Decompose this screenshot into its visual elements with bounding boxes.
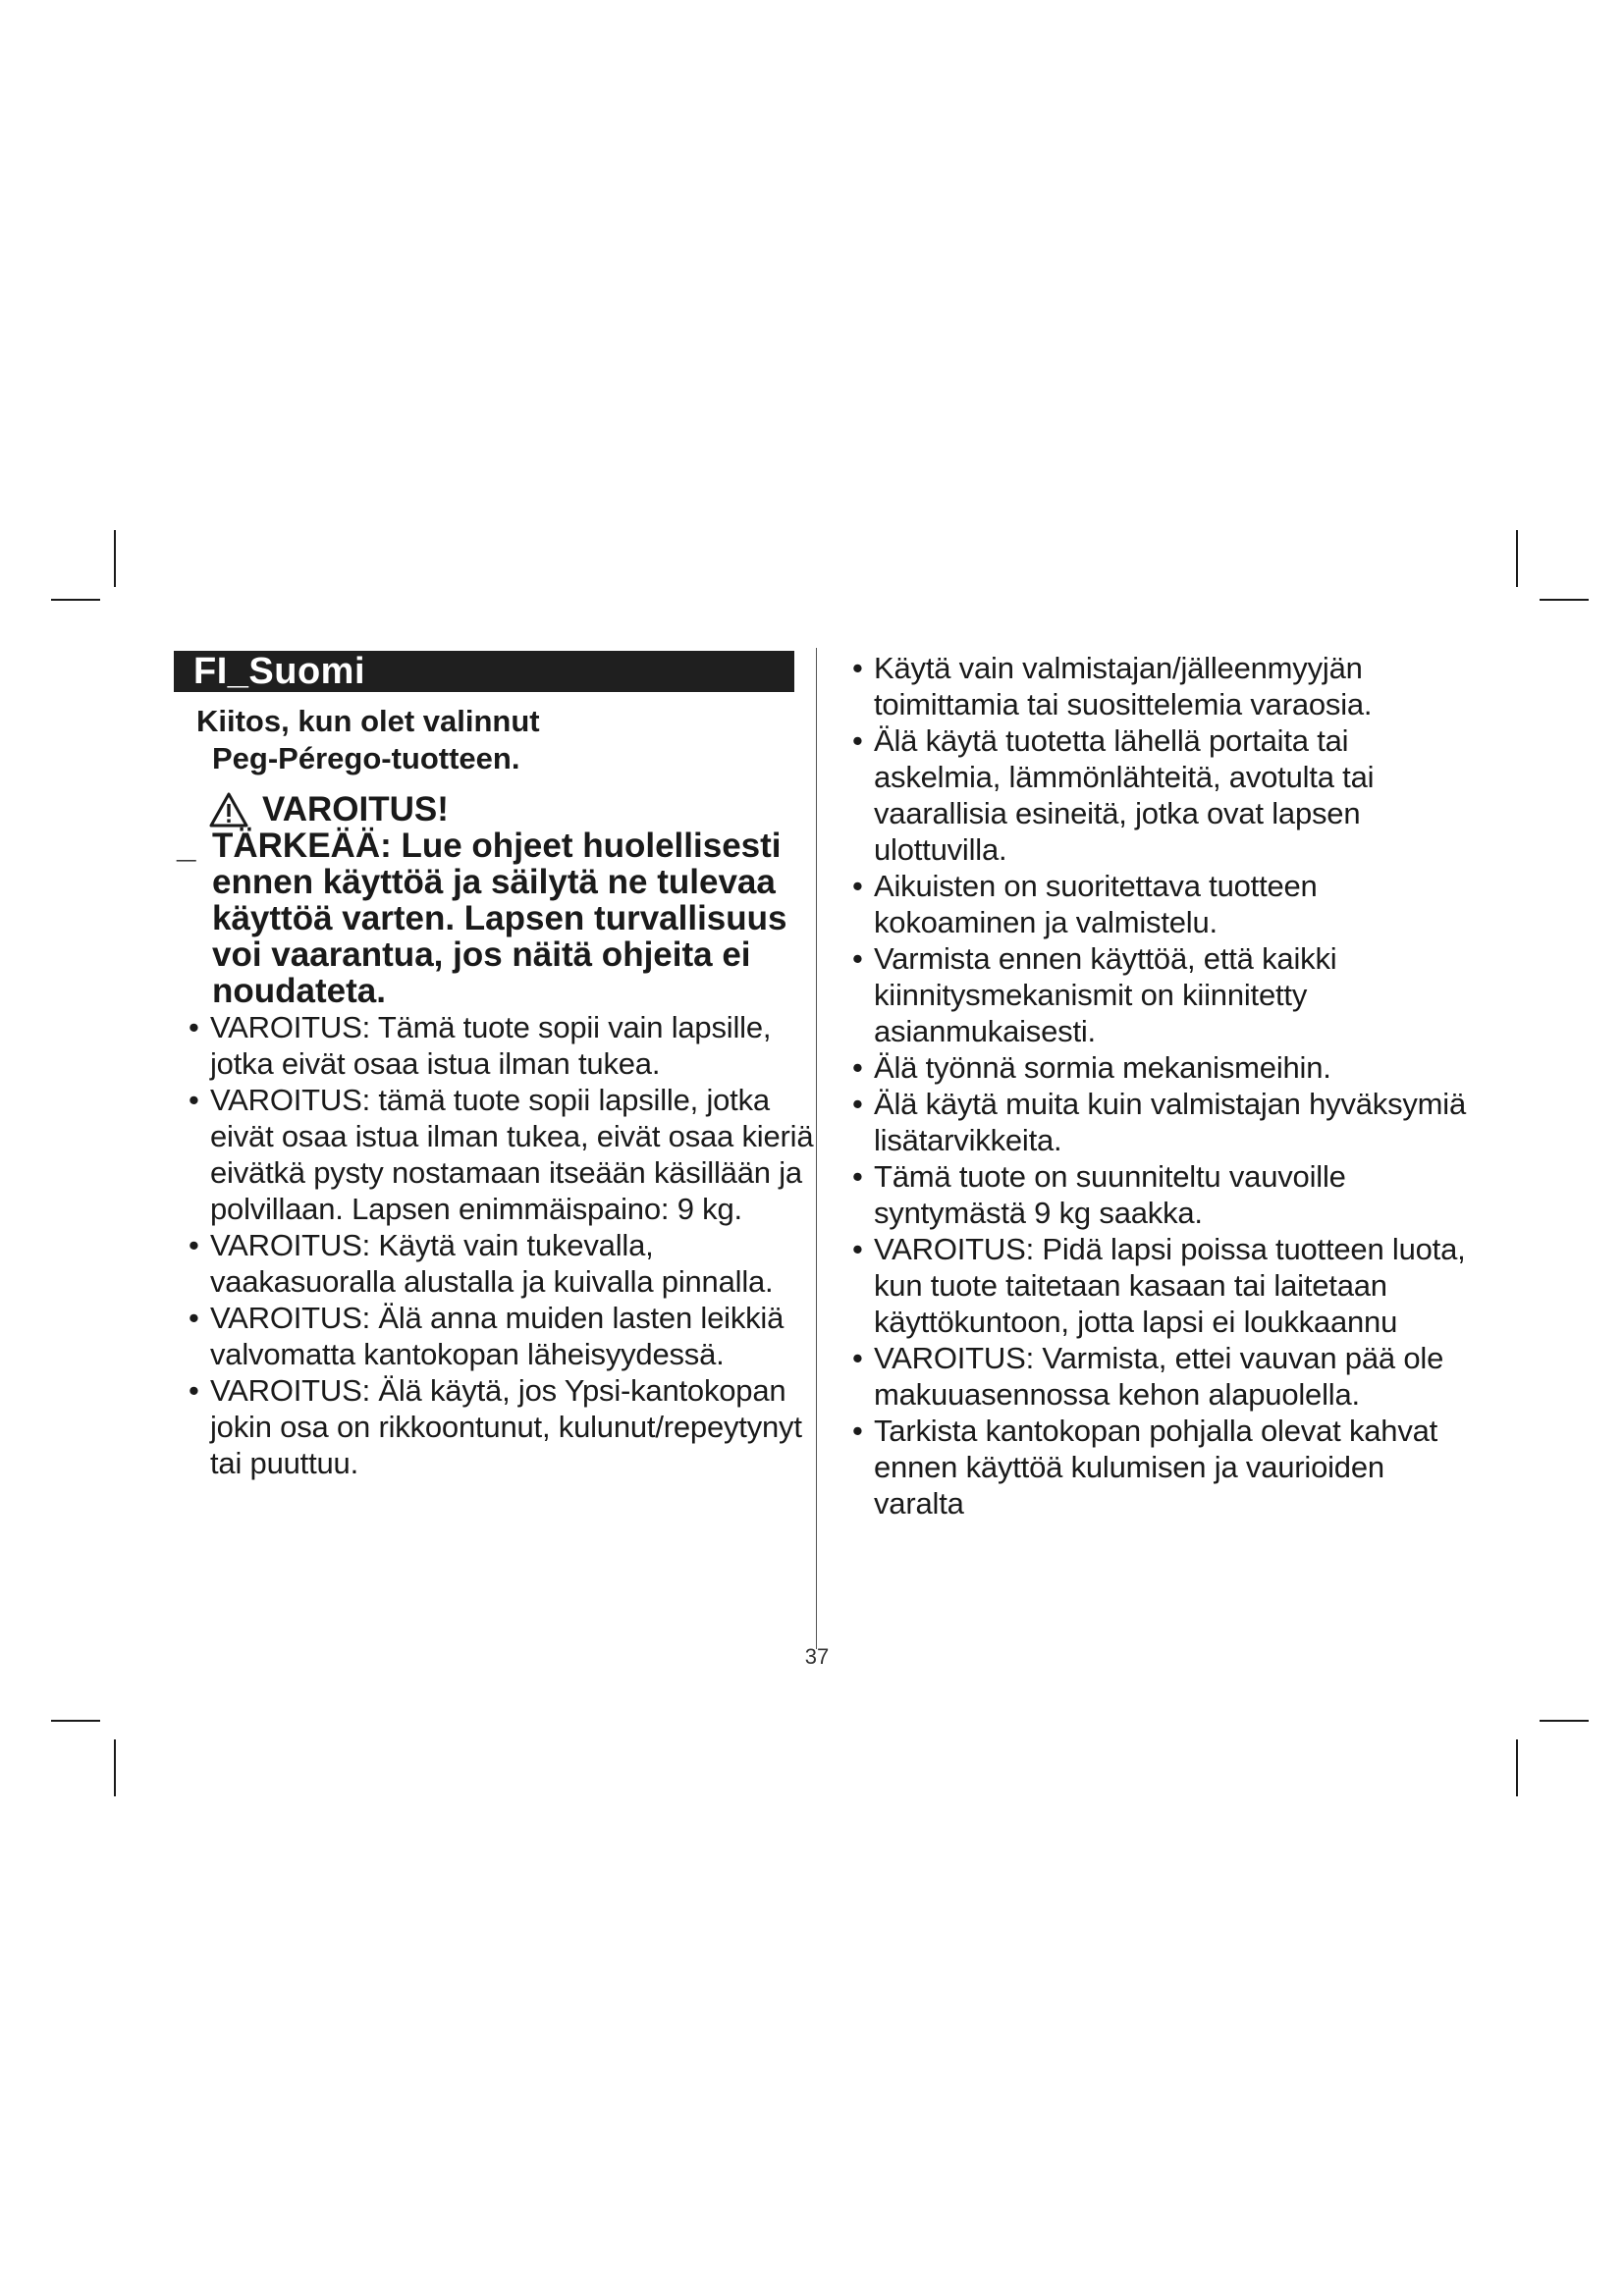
crop-mark-bottom-right-vertical xyxy=(1516,1739,1518,1796)
list-item-text: Tämä tuote on suunniteltu vauvoille syntymästä 9 kg saakka. xyxy=(874,1159,1346,1230)
list-item xyxy=(850,1086,1479,1158)
list-item-text: Älä työnnä sormia mekanismeihin. xyxy=(874,1050,1331,1085)
bullet: • xyxy=(189,1228,199,1262)
important-dash: _ xyxy=(177,827,196,865)
list-item xyxy=(187,1300,815,1372)
list-item-text: VAROITUS: Tämä tuote sopii vain lapsille, jotka eivät osaa istua ilman tukea. xyxy=(210,1010,772,1081)
list-item xyxy=(850,940,1479,1049)
important-text: TÄRKEÄÄ: Lue ohjeet huolellisesti ennen käyttöä ja säilytä ne tulevaa käyttöä varten. Lapsen turvallisuus voi vaarantua, jos näitä ohjeita ei noudateta. xyxy=(212,827,787,1010)
list-item xyxy=(850,1231,1479,1340)
warning-heading-text: VAROITUS! xyxy=(262,790,449,828)
list-item-text: VAROITUS: Älä käytä, jos Ypsi-kantokopan jokin osa on rikkoontunut, kulunut/repeytynyt tai puuttuu. xyxy=(210,1373,802,1480)
bullet: • xyxy=(852,1414,863,1448)
thanks-line-2: Peg-Pérego-tuotteen. xyxy=(212,741,520,775)
bullet: • xyxy=(852,651,863,685)
warning-triangle-icon xyxy=(209,792,248,828)
right-warning-list xyxy=(850,650,1479,1522)
bullet: • xyxy=(852,1232,863,1266)
bullet: • xyxy=(852,723,863,758)
list-item xyxy=(187,1009,815,1082)
bullet: • xyxy=(189,1083,199,1117)
list-item xyxy=(187,1372,815,1481)
thanks-line-1: Kiitos, kun olet valinnut xyxy=(196,704,540,738)
bullet: • xyxy=(189,1010,199,1044)
list-item xyxy=(850,1340,1479,1413)
list-item xyxy=(850,868,1479,940)
crop-mark-top-right-vertical xyxy=(1516,530,1518,587)
warning-heading xyxy=(209,790,449,829)
crop-mark-bottom-left-horizontal xyxy=(51,1720,100,1722)
bullet: • xyxy=(189,1301,199,1335)
list-item-text: Tarkista kantokopan pohjalla olevat kahvat ennen käyttöä kulumisen ja vaurioiden varalta xyxy=(874,1414,1438,1521)
list-item-text: VAROITUS: Pidä lapsi poissa tuotteen luota, kun tuote taitetaan kasaan tai laitetaan käyttökuntoon, jotta lapsi ei loukkaannu xyxy=(874,1232,1466,1339)
important-notice xyxy=(177,828,805,1009)
crop-mark-top-right-horizontal xyxy=(1540,599,1589,601)
list-item xyxy=(850,1049,1479,1086)
crop-mark-bottom-left-vertical xyxy=(114,1739,116,1796)
crop-mark-top-left-vertical xyxy=(114,530,116,587)
bullet: • xyxy=(852,1087,863,1121)
list-item-text: VAROITUS: Älä anna muiden lasten leikkiä valvomatta kantokopan läheisyydessä. xyxy=(210,1301,785,1371)
list-item-text: VAROITUS: Käytä vain tukevalla, vaakasuoralla alustalla ja kuivalla pinnalla. xyxy=(210,1228,774,1299)
bullet: • xyxy=(189,1373,199,1408)
thanks-message xyxy=(196,703,785,777)
page-number: 37 xyxy=(804,1644,830,1669)
list-item-text: Käytä vain valmistajan/jälleenmyyjän toimittamia tai suosittelemia varaosia. xyxy=(874,651,1373,721)
list-item xyxy=(850,1158,1479,1231)
list-item xyxy=(850,1413,1479,1522)
list-item-text: VAROITUS: Varmista, ettei vauvan pää ole makuuasennossa kehon alapuolella. xyxy=(874,1341,1444,1412)
column-divider xyxy=(816,648,817,1649)
list-item xyxy=(850,650,1479,722)
bullet: • xyxy=(852,1159,863,1194)
language-header: FI_Suomi xyxy=(174,651,794,692)
right-column xyxy=(850,650,1479,1522)
list-item-text: VAROITUS: tämä tuote sopii lapsille, jotka eivät osaa istua ilman tukea, eivät osaa kieriä eivätkä pysty nostamaan itseään käsillään ja polvillaan. Lapsen enimmäispaino: 9 kg. xyxy=(210,1083,814,1226)
list-item-text: Aikuisten on suoritettava tuotteen kokoaminen ja valmistelu. xyxy=(874,869,1318,939)
list-item-text: Älä käytä muita kuin valmistajan hyväksymiä lisätarvikkeita. xyxy=(874,1087,1467,1157)
bullet: • xyxy=(852,941,863,976)
crop-mark-top-left-horizontal xyxy=(51,599,100,601)
list-item-text: Varmista ennen käyttöä, että kaikki kiinnitysmekanismit on kiinnitetty asianmukaisesti. xyxy=(874,941,1337,1048)
left-column xyxy=(187,1009,815,1481)
list-item xyxy=(187,1227,815,1300)
list-item xyxy=(187,1082,815,1227)
list-item xyxy=(850,722,1479,868)
bullet: • xyxy=(852,1341,863,1375)
crop-mark-bottom-right-horizontal xyxy=(1540,1720,1589,1722)
bullet: • xyxy=(852,869,863,903)
left-warning-list xyxy=(187,1009,815,1481)
bullet: • xyxy=(852,1050,863,1085)
list-item-text: Älä käytä tuotetta lähellä portaita tai askelmia, lämmönlähteitä, avotulta tai vaarallisia esineitä, jotka ovat lapsen ulottuvilla. xyxy=(874,723,1375,867)
